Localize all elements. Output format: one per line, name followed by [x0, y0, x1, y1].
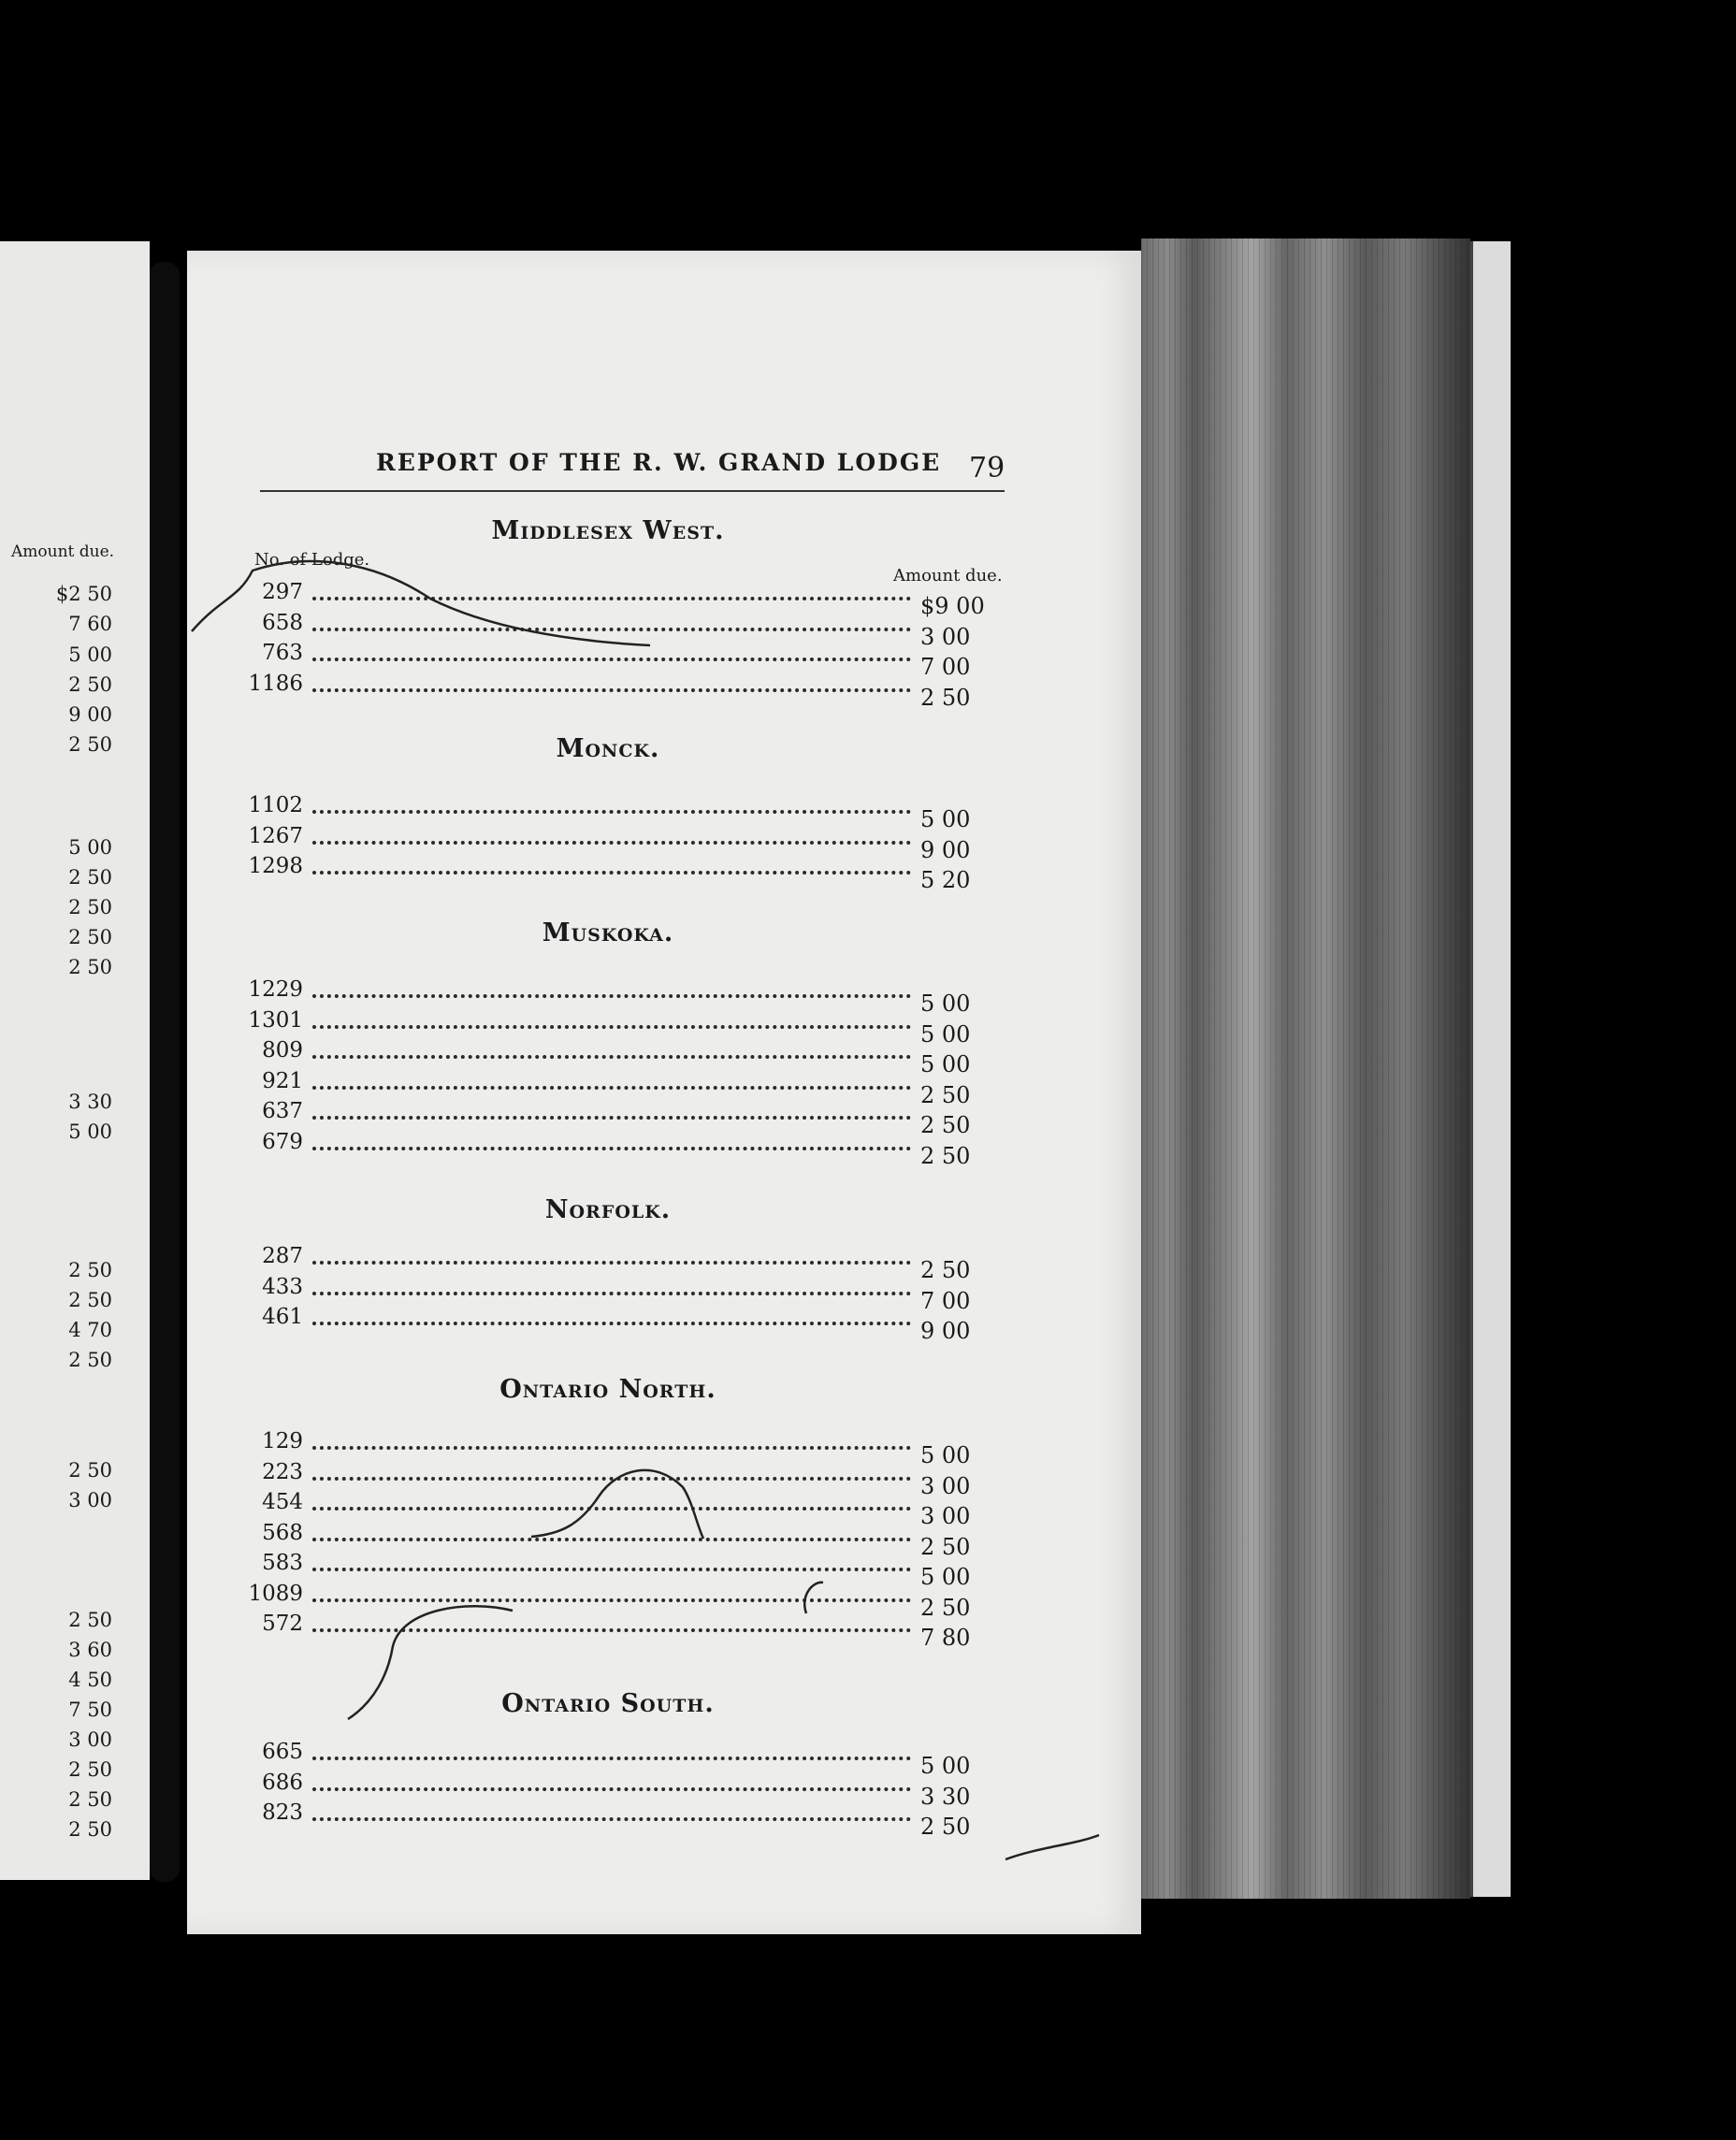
- lodge-number: 1298: [248, 854, 303, 878]
- amount-due: 5 20: [920, 867, 971, 893]
- amount-due: 2 50: [920, 1081, 971, 1108]
- left-amount: 2 50: [68, 1259, 112, 1281]
- amount-due: 5 00: [920, 990, 971, 1017]
- lodge-number: 297: [262, 580, 303, 604]
- running-head: REPORT OF THE R. W. GRAND LODGE: [376, 449, 942, 476]
- lodge-number: 1089: [248, 1581, 303, 1606]
- left-amount: 2 50: [68, 1818, 112, 1841]
- left-amount: 2 50: [68, 1459, 112, 1482]
- section-title: Norfolk.: [544, 1195, 672, 1224]
- amount-due: 5 00: [920, 1020, 971, 1048]
- left-amount: 2 50: [68, 733, 112, 756]
- left-amount: 5 00: [68, 643, 112, 666]
- amount-due: 9 00: [920, 836, 971, 863]
- left-amount: 2 50: [68, 956, 112, 978]
- lodge-number: 637: [262, 1099, 303, 1123]
- amount-due: 3 00: [920, 1472, 971, 1499]
- amount-due: 2 50: [920, 1533, 971, 1560]
- amount-due: 3 00: [920, 1503, 971, 1529]
- amount-due: 3 30: [920, 1783, 971, 1810]
- left-amount: 7 50: [68, 1699, 112, 1721]
- lodge-number: 223: [262, 1459, 303, 1484]
- left-amount: 9 00: [68, 703, 112, 726]
- amount-due: 2 50: [920, 1142, 971, 1169]
- section-title: Muskoka.: [542, 918, 674, 947]
- amount-column-header: Amount due.: [893, 566, 1003, 586]
- amount-due: 7 00: [920, 654, 971, 680]
- lodge-number: 665: [262, 1740, 303, 1764]
- left-amount: $2 50: [55, 583, 112, 605]
- left-amount: 2 50: [68, 926, 112, 948]
- left-amount: 3 00: [68, 1728, 112, 1751]
- left-amount: 2 50: [68, 896, 112, 918]
- lodge-number: 461: [262, 1305, 303, 1329]
- amount-due: 7 80: [920, 1625, 971, 1651]
- amount-due: 3 00: [920, 623, 971, 650]
- lodge-number: 921: [262, 1068, 303, 1093]
- left-amount: 2 50: [68, 1349, 112, 1371]
- section-title: Monck.: [556, 734, 660, 763]
- left-amount: 2 50: [68, 1758, 112, 1781]
- lodge-number: 1301: [248, 1007, 303, 1033]
- amount-due: 2 50: [920, 1112, 971, 1138]
- lodge-number: 129: [262, 1429, 303, 1453]
- left-amount: 4 50: [68, 1669, 112, 1691]
- left-amount: 3 00: [68, 1489, 112, 1511]
- lodge-number: 287: [262, 1244, 303, 1268]
- amount-due: 5 00: [920, 1564, 971, 1590]
- left-amount: 4 70: [68, 1319, 112, 1341]
- left-amount: 3 30: [68, 1091, 112, 1113]
- left-amount: 5 00: [68, 1121, 112, 1143]
- page-number: 79: [969, 452, 1005, 484]
- lodge-number: 658: [262, 610, 303, 635]
- lodge-number: 823: [262, 1800, 303, 1825]
- amount-due: 2 50: [920, 684, 971, 711]
- lodge-number: 1102: [248, 793, 303, 817]
- section-title: Middlesex West.: [491, 516, 725, 545]
- left-amount: 2 50: [68, 866, 112, 889]
- lodge-number: 454: [262, 1490, 303, 1514]
- amount-due: 5 00: [920, 806, 971, 832]
- left-amount: 2 50: [68, 1609, 112, 1631]
- lodge-number: 572: [262, 1612, 303, 1636]
- amount-due: 2 50: [920, 1594, 971, 1621]
- lodge-number: 1267: [248, 823, 303, 848]
- left-column-header: Amount due.: [11, 542, 115, 561]
- lodge-column-header: No. of Lodge.: [254, 550, 370, 570]
- left-amount: 2 50: [68, 1788, 112, 1811]
- lodge-number: 1229: [248, 977, 303, 1002]
- lodge-number: 763: [262, 641, 303, 665]
- amount-due: 5 00: [920, 1753, 971, 1779]
- left-amount: 2 50: [68, 673, 112, 696]
- amount-due: $9 00: [920, 593, 985, 619]
- amount-due: 5 00: [920, 1051, 971, 1077]
- lodge-number: 583: [262, 1551, 303, 1575]
- left-amount: 7 60: [68, 613, 112, 635]
- section-title: Ontario North.: [499, 1375, 716, 1404]
- left-amount: 5 00: [68, 836, 112, 859]
- lodge-number: 1186: [248, 671, 303, 696]
- amount-due: 2 50: [920, 1257, 971, 1283]
- amount-due: 5 00: [920, 1442, 971, 1468]
- lodge-number: 686: [262, 1770, 303, 1795]
- lodge-number: 679: [262, 1129, 303, 1154]
- lodge-number: 433: [262, 1274, 303, 1299]
- amount-due: 9 00: [920, 1318, 971, 1344]
- section-title: Ontario South.: [501, 1689, 715, 1718]
- lodge-number: 568: [262, 1520, 303, 1545]
- amount-due: 7 00: [920, 1287, 971, 1314]
- lodge-number: 809: [262, 1038, 303, 1063]
- left-amount: 3 60: [68, 1639, 112, 1661]
- amount-due: 2 50: [920, 1814, 971, 1840]
- left-amount: 2 50: [68, 1289, 112, 1311]
